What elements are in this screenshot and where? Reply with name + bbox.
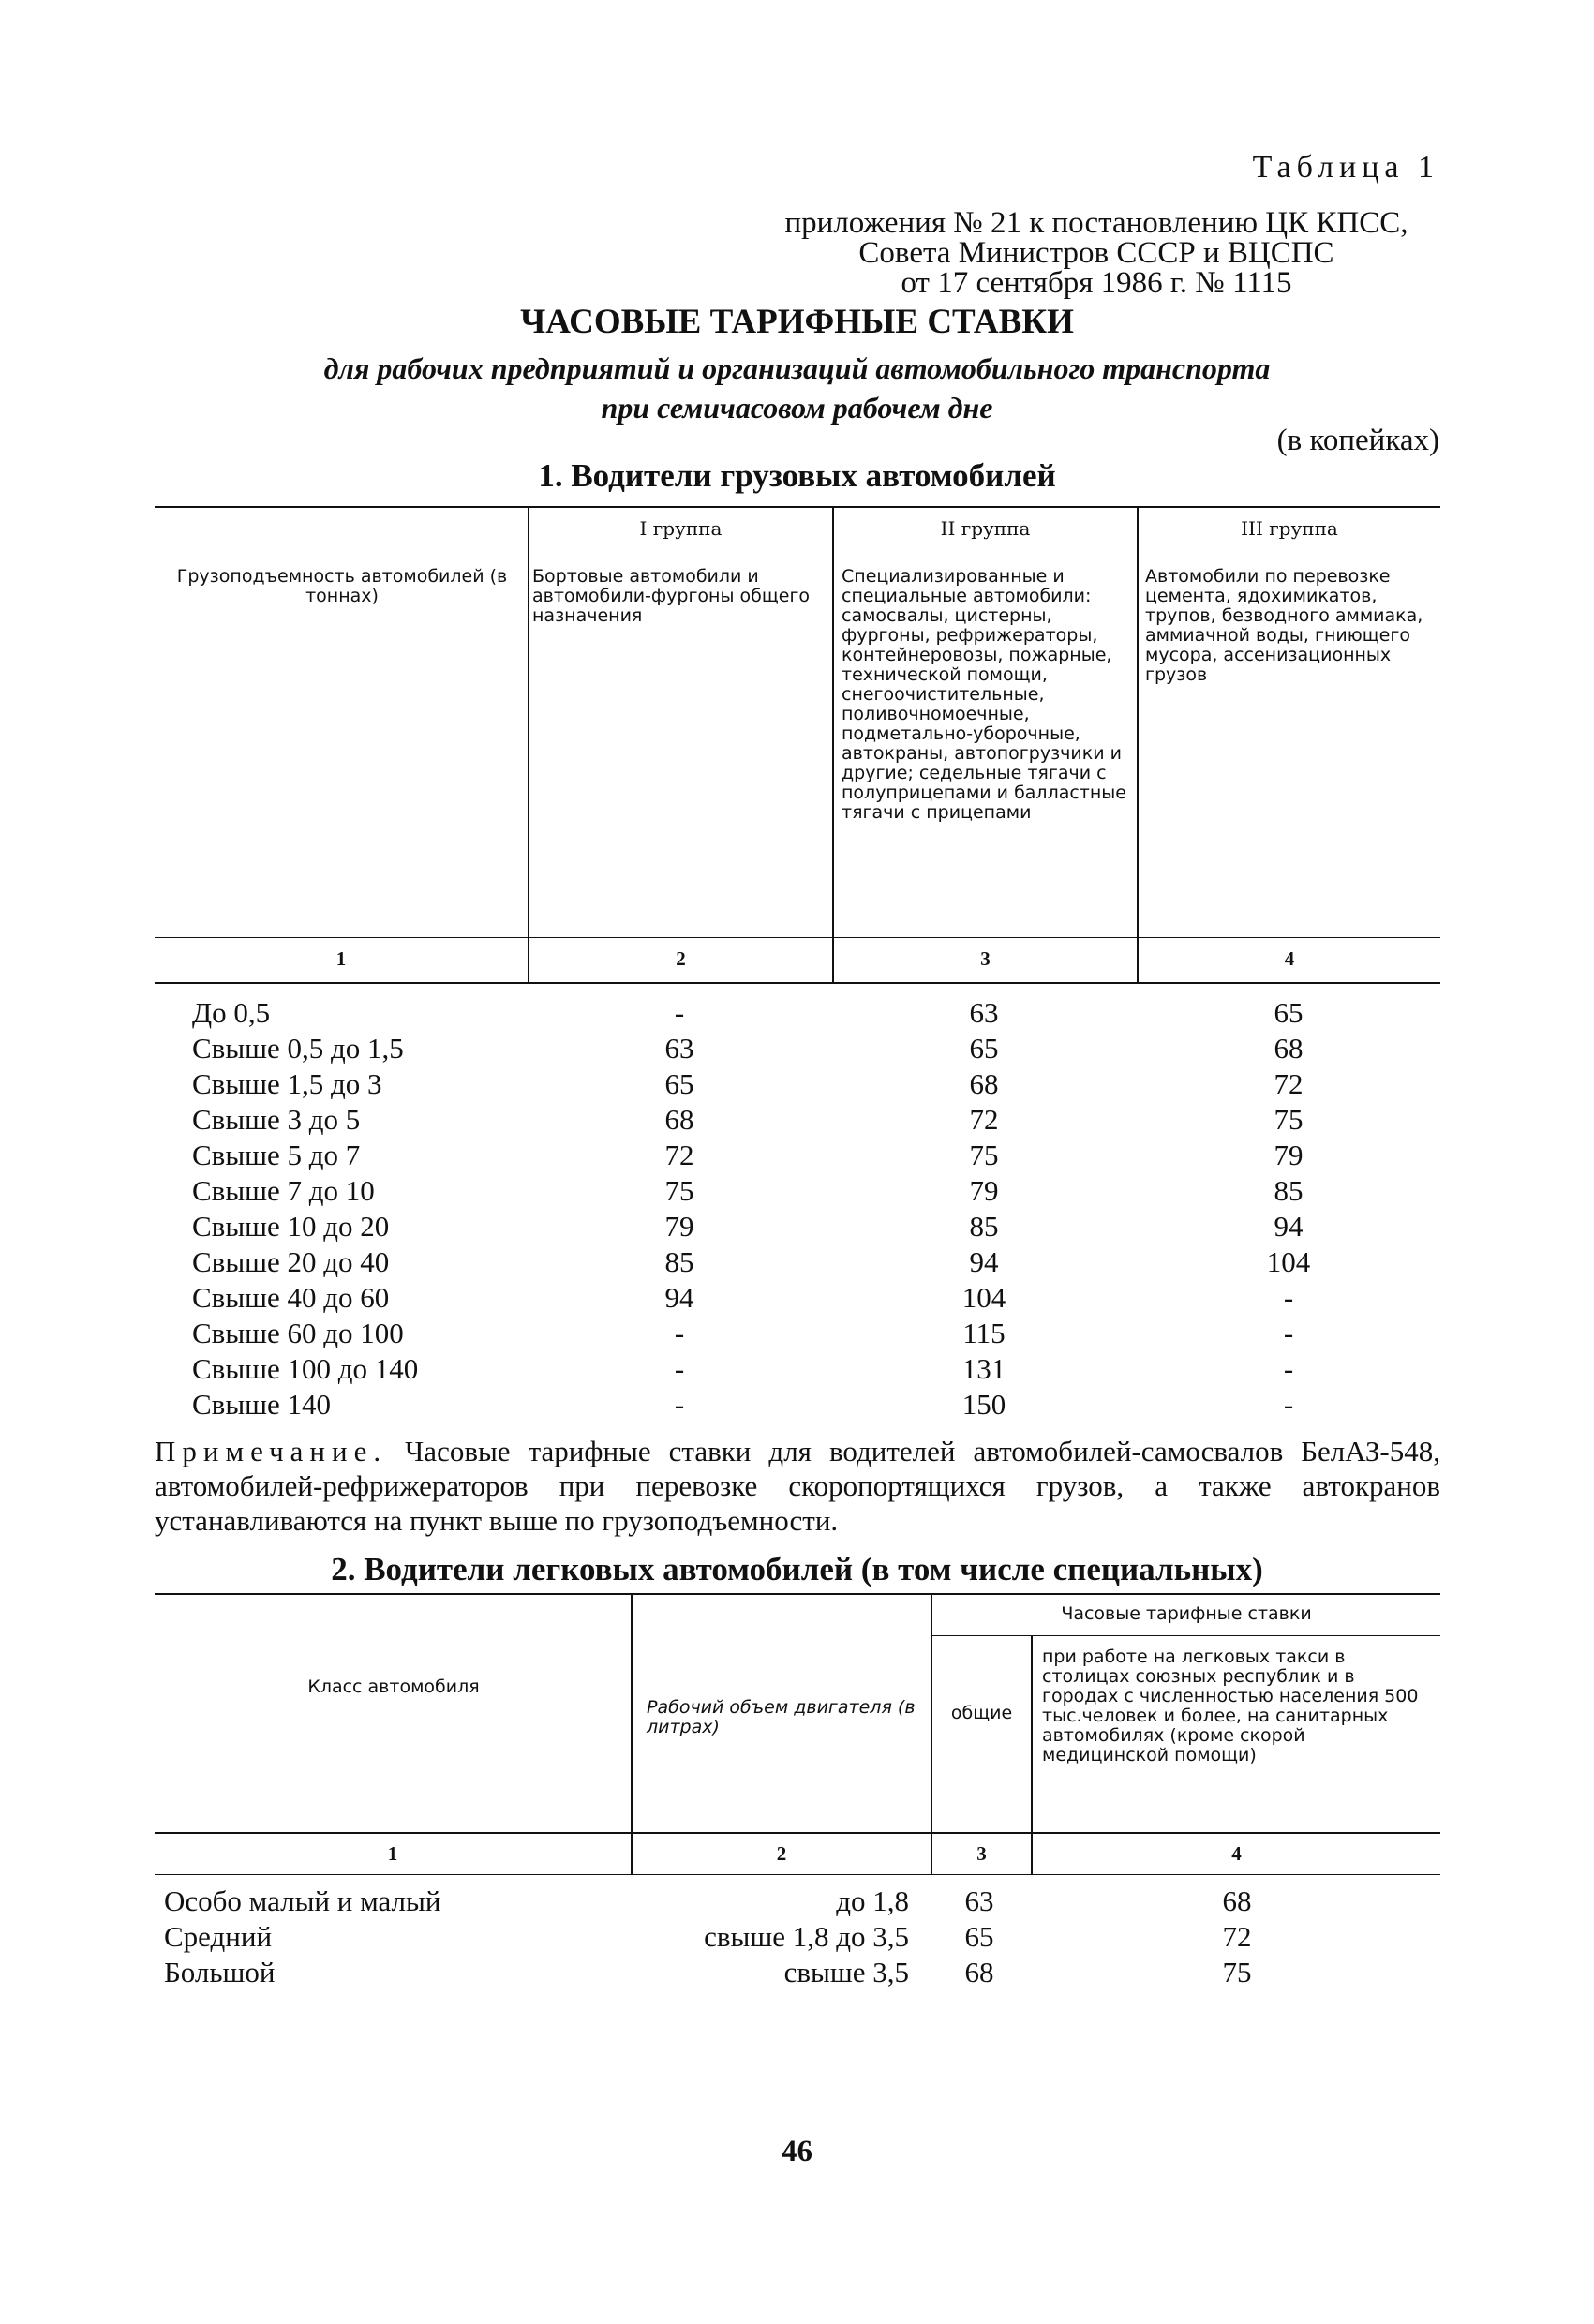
header-engine-volume: Рабочий объем двигателя (в литрах) xyxy=(647,1697,916,1737)
cell-group-1-rate: 75 xyxy=(664,1174,694,1207)
table-row xyxy=(0,1138,1594,1173)
cell-engine-volume: свыше 1,8 до 3,5 xyxy=(704,1920,909,1953)
cell-load-range: Свыше 60 до 100 xyxy=(192,1317,404,1349)
column-number: 1 xyxy=(387,1842,398,1865)
table-rule xyxy=(832,506,834,982)
cell-group-2-rate: 75 xyxy=(969,1139,999,1171)
appendix-line: Совета Министров СССР и ВЦСПС xyxy=(858,236,1334,270)
cell-special-rate: 72 xyxy=(1222,1920,1252,1953)
table-rule xyxy=(155,1874,1440,1875)
column-number: 2 xyxy=(776,1842,787,1865)
header-group-2: II группа xyxy=(940,517,1031,540)
table-row xyxy=(0,1102,1594,1138)
footnote-label: Примечание. xyxy=(155,1435,388,1467)
appendix-line: от 17 сентября 1986 г. № 1115 xyxy=(901,266,1292,300)
table-row xyxy=(0,1955,1594,1990)
column-number: 4 xyxy=(1284,947,1295,970)
table-row xyxy=(0,1066,1594,1102)
table-rule xyxy=(155,982,1440,984)
cell-group-3-rate: 85 xyxy=(1274,1174,1304,1207)
cell-load-range: До 0,5 xyxy=(192,996,271,1029)
cell-group-1-rate: 79 xyxy=(664,1210,694,1243)
cell-group-2-rate: 79 xyxy=(969,1174,999,1207)
page-subtitle xyxy=(0,349,1594,427)
cell-group-1-rate: 65 xyxy=(664,1067,694,1100)
page-title: ЧАСОВЫЕ ТАРИФНЫЕ СТАВКИ xyxy=(520,303,1074,341)
header-group-3: III группа xyxy=(1241,517,1338,540)
cell-special-rate: 75 xyxy=(1222,1956,1252,1989)
cell-load-range: Свыше 5 до 7 xyxy=(192,1139,361,1171)
cell-group-3-rate: 68 xyxy=(1274,1032,1304,1065)
table-rule xyxy=(528,506,529,982)
cell-group-3-rate: 65 xyxy=(1274,996,1304,1029)
cell-group-3-rate: 75 xyxy=(1274,1103,1304,1136)
cell-car-class: Большой xyxy=(164,1956,276,1989)
table-rule xyxy=(631,1593,633,1874)
cell-group-3-rate: 72 xyxy=(1274,1067,1304,1100)
cell-general-rate: 63 xyxy=(964,1885,994,1917)
header-car-class: Класс автомобиля xyxy=(307,1676,480,1697)
table-row xyxy=(0,1919,1594,1955)
cell-group-1-rate: 68 xyxy=(664,1103,694,1136)
header-taxi-sanitary: при работе на легковых такси в столицах союзных республик и в городах с численностью населения 500 тыс.человек и более, на санитарных автомобилях (кроме скорой медицинской помощи) xyxy=(1042,1646,1419,1765)
section-2-title: 2. Водители легковых автомобилей (в том числе специальных) xyxy=(331,1551,1263,1587)
table-row xyxy=(0,1209,1594,1244)
table-row xyxy=(0,1351,1594,1387)
cell-group-2-rate: 104 xyxy=(961,1281,1006,1314)
column-number: 3 xyxy=(976,1842,987,1865)
units-note: (в копейках) xyxy=(1276,424,1439,457)
cell-group-2-rate: 63 xyxy=(969,996,999,1029)
cell-group-1-rate: - xyxy=(674,996,685,1029)
cell-load-range: Свыше 20 до 40 xyxy=(192,1245,390,1278)
table-rule xyxy=(155,1593,1440,1595)
page-number: 46 xyxy=(782,2135,812,2168)
cell-general-rate: 65 xyxy=(964,1920,994,1953)
header-load-capacity: Грузоподъемность автомобилей (в тоннах) xyxy=(176,566,508,606)
cell-group-1-rate: 72 xyxy=(664,1139,694,1171)
header-group-1: I группа xyxy=(639,517,723,540)
appendix-reference xyxy=(750,208,1443,298)
column-number: 1 xyxy=(335,947,347,970)
cell-load-range: Свыше 7 до 10 xyxy=(192,1174,375,1207)
table-row xyxy=(0,1316,1594,1351)
cell-group-1-rate: 63 xyxy=(664,1032,694,1065)
table-rule xyxy=(932,1635,1440,1636)
cell-special-rate: 68 xyxy=(1222,1885,1252,1917)
cell-group-2-rate: 68 xyxy=(969,1067,999,1100)
cell-general-rate: 68 xyxy=(964,1956,994,1989)
subtitle-line: при семичасовом рабочем дне xyxy=(601,391,993,425)
column-number: 4 xyxy=(1231,1842,1242,1865)
table-row xyxy=(0,995,1594,1031)
header-hourly-rates: Часовые тарифные ставки xyxy=(1061,1603,1312,1624)
column-number: 2 xyxy=(676,947,686,970)
group-3-description: Автомобили по перевозке цемента, ядохимикатов, трупов, безводного аммиака, аммиачной воды, гниющего мусора, ассенизационных грузов xyxy=(1145,566,1423,685)
cell-group-2-rate: 131 xyxy=(961,1352,1006,1385)
table-label: Таблица 1 xyxy=(1252,150,1439,185)
cell-group-1-rate: - xyxy=(674,1388,685,1421)
cell-load-range: Свыше 10 до 20 xyxy=(192,1210,390,1243)
cell-load-range: Свыше 40 до 60 xyxy=(192,1281,390,1314)
cell-car-class: Средний xyxy=(164,1920,273,1953)
table-rule xyxy=(931,1593,932,1874)
table-rule xyxy=(1137,506,1139,982)
group-2-description: Специализированные и специальные автомобили: самосвалы, цистерны, фургоны, рефрижераторы, контейнеровозы, пожарные, технической помощи, снегоочистительные, поливочномоечные, подметально-уборочные, автокраны, автопогрузчики и другие; седельные тягачи с полуприцепами и балластные тягачи с прицепами xyxy=(842,566,1126,823)
footnote-text: Часовые тарифные ставки для водителей автомобилей-самосвалов БелАЗ-548, автомобилей-рефрижераторов при перевозке скоропортящихся грузов, а также автокранов устанавливаются на пункт выше по грузоподъемности. xyxy=(155,1435,1440,1537)
cell-group-2-rate: 115 xyxy=(962,1317,1006,1349)
table-row xyxy=(0,1280,1594,1316)
cell-group-2-rate: 85 xyxy=(969,1210,999,1243)
group-1-description: Бортовые автомобили и автомобили-фургоны общего назначения xyxy=(532,566,811,626)
table-row xyxy=(0,1031,1594,1066)
column-number: 3 xyxy=(980,947,991,970)
cell-group-2-rate: 94 xyxy=(969,1245,999,1278)
cell-group-1-rate: - xyxy=(674,1317,685,1349)
table-row xyxy=(0,1244,1594,1280)
cell-group-2-rate: 72 xyxy=(969,1103,999,1136)
appendix-line: приложения № 21 к постановлению ЦК КПСС, xyxy=(784,206,1408,240)
cell-group-3-rate: - xyxy=(1283,1281,1294,1314)
cell-group-2-rate: 150 xyxy=(961,1388,1006,1421)
header-general: общие xyxy=(950,1703,1013,1723)
cell-load-range: Свыше 100 до 140 xyxy=(192,1352,419,1385)
cell-engine-volume: до 1,8 xyxy=(836,1885,909,1917)
footnote xyxy=(155,1434,1440,1538)
table-rule xyxy=(155,506,1440,508)
cell-group-1-rate: 94 xyxy=(664,1281,694,1314)
subtitle-line: для рабочих предприятий и организаций автомобильного транспорта xyxy=(323,351,1271,385)
cell-car-class: Особо малый и малый xyxy=(164,1885,441,1917)
cell-load-range: Свыше 1,5 до 3 xyxy=(192,1067,382,1100)
cell-engine-volume: свыше 3,5 xyxy=(783,1956,909,1989)
cell-group-3-rate: 104 xyxy=(1266,1245,1311,1278)
cell-group-3-rate: - xyxy=(1283,1388,1294,1421)
cell-group-3-rate: - xyxy=(1283,1317,1294,1349)
table-row xyxy=(0,1387,1594,1423)
table-rule xyxy=(1031,1635,1033,1874)
cell-group-3-rate: 79 xyxy=(1274,1139,1304,1171)
table-row xyxy=(0,1884,1594,1919)
section-1-title: 1. Водители грузовых автомобилей xyxy=(538,457,1056,494)
cell-load-range: Свыше 140 xyxy=(192,1388,332,1421)
cell-load-range: Свыше 0,5 до 1,5 xyxy=(192,1032,404,1065)
cell-group-3-rate: 94 xyxy=(1274,1210,1304,1243)
table-rule xyxy=(155,1832,1440,1834)
cell-group-2-rate: 65 xyxy=(969,1032,999,1065)
cell-group-3-rate: - xyxy=(1283,1352,1294,1385)
cell-load-range: Свыше 3 до 5 xyxy=(192,1103,361,1136)
table-row xyxy=(0,1173,1594,1209)
cell-group-1-rate: - xyxy=(674,1352,685,1385)
table-rule xyxy=(155,937,1440,938)
cell-group-1-rate: 85 xyxy=(664,1245,694,1278)
